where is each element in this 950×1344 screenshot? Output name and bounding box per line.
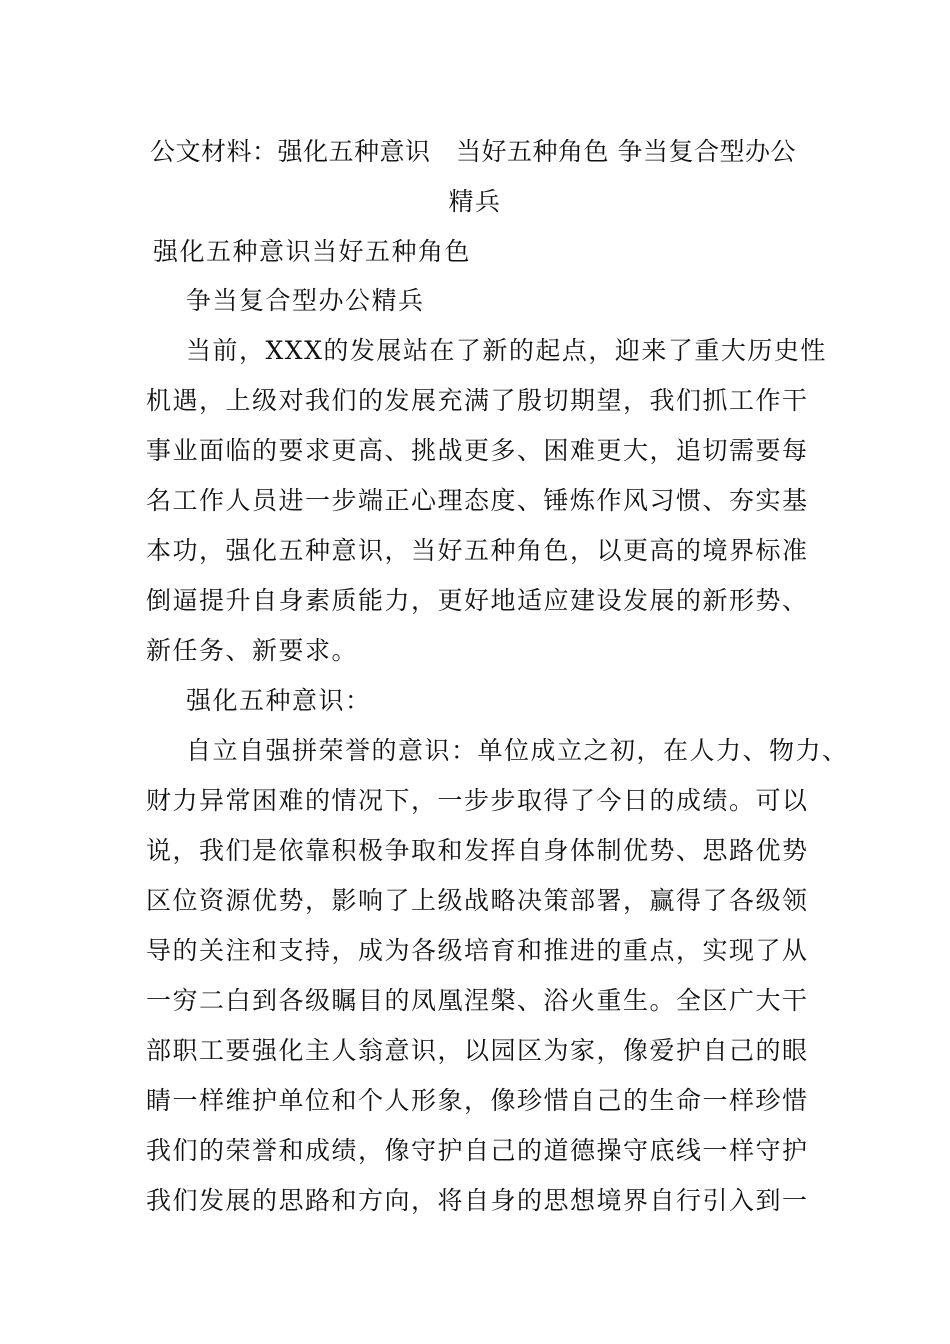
paragraph-1-line: 事业面临的要求更高、挑战更多、困难更大，追切需要每 (146, 436, 809, 465)
paragraph-2-line: 财力异常困难的情况下，一步步取得了今日的成绩。可以 (146, 786, 809, 815)
paragraph-2-line: 我们的荣誉和成绩，像守护自己的道德操守底线一样守护 (146, 1136, 809, 1165)
paragraph-2-line: 自立自强拼荣誉的意识：单位成立之初，在人力、物力、 (186, 736, 849, 765)
paragraph-2-line: 睛一样维护单位和个人形象，像珍惜自己的生命一样珍惜 (146, 1086, 809, 1115)
section-heading: 强化五种意识： (186, 686, 372, 715)
paragraph-1-line: 当前，XXX的发展站在了新的起点，迎来了重大历史性 (186, 336, 827, 365)
paragraph-2-line: 部职工要强化主人翁意识，以园区为家，像爱护自己的眼 (146, 1036, 809, 1065)
paragraph-2-line: 一穷二白到各级瞩目的凤凰涅槃、浴火重生。全区广大干 (146, 986, 809, 1015)
document-title-line-1: 公文材料：强化五种意识 当好五种角色 争当复合型办公 (150, 137, 796, 166)
paragraph-1-line: 机遇，上级对我们的发展充满了殷切期望，我们抓工作干 (146, 386, 809, 415)
paragraph-2-line: 导的关注和支持，成为各级培育和推进的重点，实现了从 (146, 936, 809, 965)
paragraph-1-line: 新任务、新要求。 (146, 636, 359, 665)
paragraph-1-line: 本功，强化五种意识，当好五种角色，以更高的境界标准 (146, 536, 809, 565)
paragraph-1-line: 名工作人员进一步端正心理态度、锤炼作风习惯、夯实基 (146, 486, 809, 515)
heading-strengthen-awareness: 强化五种意识当好五种角色 (153, 237, 472, 266)
paragraph-2-line: 区位资源优势，影响了上级战略决策部署，赢得了各级领 (146, 886, 809, 915)
paragraph-2-line: 我们发展的思路和方向，将自身的思想境界自行引入到一 (146, 1186, 809, 1215)
paragraph-2-line: 说，我们是依靠积极争取和发挥自身体制优势、思路优势 (146, 836, 809, 865)
heading-compound-elite: 争当复合型办公精兵 (186, 286, 425, 315)
document-title-line-2: 精兵 (448, 187, 502, 216)
paragraph-1-line: 倒逼提升自身素质能力，更好地适应建设发展的新形势、 (146, 586, 809, 615)
